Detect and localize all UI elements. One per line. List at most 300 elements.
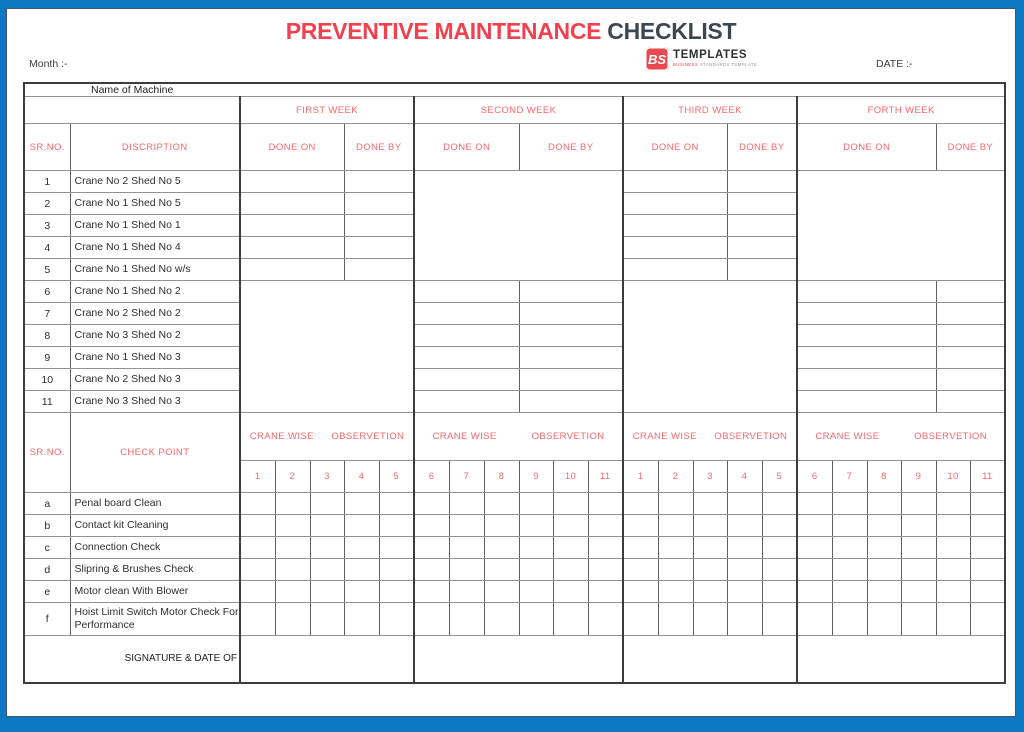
crane-number-header: 7 xyxy=(449,461,484,493)
machine-desc: Crane No 3 Shed No 2 xyxy=(70,325,240,347)
observation-cell[interactable] xyxy=(658,493,693,515)
week2-merged-cell[interactable] xyxy=(414,171,623,281)
observation-cell[interactable] xyxy=(832,537,867,559)
done-by-cell[interactable] xyxy=(344,171,414,193)
crane-number-header: 7 xyxy=(832,461,867,493)
bs-templates-logo xyxy=(645,47,757,71)
done-on-cell[interactable] xyxy=(414,303,519,325)
observation-cell[interactable] xyxy=(449,603,484,636)
observation-cell[interactable] xyxy=(344,493,379,515)
observation-cell[interactable] xyxy=(832,515,867,537)
check-point-row xyxy=(24,493,1005,515)
check-point-row xyxy=(24,581,1005,603)
check-sr: b xyxy=(24,515,70,537)
observation-cell[interactable] xyxy=(797,603,832,636)
column-header-row xyxy=(24,124,1005,171)
machine-row xyxy=(24,281,1005,303)
done-by-header: DONE BY xyxy=(344,124,414,171)
check-point-row xyxy=(24,559,1005,581)
crane-number-header: 3 xyxy=(693,461,727,493)
signature-cell[interactable] xyxy=(414,636,623,683)
done-by-cell[interactable] xyxy=(519,303,623,325)
crane-number-header: 6 xyxy=(797,461,832,493)
observation-cell[interactable] xyxy=(379,581,414,603)
observation-cell[interactable] xyxy=(588,537,623,559)
observation-cell[interactable] xyxy=(936,537,970,559)
done-by-cell[interactable] xyxy=(727,237,797,259)
done-on-cell[interactable] xyxy=(414,347,519,369)
done-by-header: DONE BY xyxy=(519,124,623,171)
observation-cell[interactable] xyxy=(936,603,970,636)
crane-wise-label: CRANE WISE xyxy=(632,431,697,442)
observation-label: OBSERVETION xyxy=(714,431,788,442)
observation-cell[interactable] xyxy=(832,581,867,603)
done-on-cell[interactable] xyxy=(414,281,519,303)
observation-cell[interactable] xyxy=(658,559,693,581)
crane-number-header: 8 xyxy=(867,461,901,493)
machine-sr: 10 xyxy=(24,369,70,391)
machine-desc: Crane No 3 Shed No 3 xyxy=(70,391,240,413)
observation-cell[interactable] xyxy=(970,559,1005,581)
done-by-cell[interactable] xyxy=(936,347,1005,369)
machine-sr: 7 xyxy=(24,303,70,325)
observation-cell[interactable] xyxy=(762,603,797,636)
observation-cell[interactable] xyxy=(970,515,1005,537)
done-by-cell[interactable] xyxy=(727,259,797,281)
observation-cell[interactable] xyxy=(867,581,901,603)
done-on-cell[interactable] xyxy=(414,369,519,391)
observation-cell[interactable] xyxy=(414,537,449,559)
observation-cell[interactable] xyxy=(970,581,1005,603)
observation-cell[interactable] xyxy=(658,603,693,636)
observation-cell[interactable] xyxy=(414,603,449,636)
observation-cell[interactable] xyxy=(762,537,797,559)
machine-sr: 11 xyxy=(24,391,70,413)
done-on-cell[interactable] xyxy=(240,259,344,281)
observation-cell[interactable] xyxy=(344,537,379,559)
done-by-cell[interactable] xyxy=(344,237,414,259)
crane-number-header: 6 xyxy=(414,461,449,493)
done-on-header: DONE ON xyxy=(797,124,936,171)
observation-cell[interactable] xyxy=(344,559,379,581)
crane-number-header: 5 xyxy=(762,461,797,493)
crane-number-header: 4 xyxy=(727,461,762,493)
observation-cell[interactable] xyxy=(693,581,727,603)
date-label: DATE :- xyxy=(876,58,913,70)
observation-cell[interactable] xyxy=(901,559,936,581)
check-sr: a xyxy=(24,493,70,515)
observation-cell[interactable] xyxy=(414,581,449,603)
maintenance-table xyxy=(23,82,1006,684)
observation-cell[interactable] xyxy=(936,515,970,537)
observation-cell[interactable] xyxy=(519,493,553,515)
observation-cell[interactable] xyxy=(901,603,936,636)
done-by-cell[interactable] xyxy=(344,259,414,281)
done-on-cell[interactable] xyxy=(797,281,936,303)
observation-cell[interactable] xyxy=(797,493,832,515)
crane-number-header: 5 xyxy=(379,461,414,493)
observation-cell[interactable] xyxy=(727,515,762,537)
observation-cell[interactable] xyxy=(901,515,936,537)
observation-cell[interactable] xyxy=(867,559,901,581)
observation-cell[interactable] xyxy=(275,493,310,515)
observation-cell[interactable] xyxy=(379,515,414,537)
observation-cell[interactable] xyxy=(379,537,414,559)
crane-observation-header xyxy=(797,413,1005,461)
observation-cell[interactable] xyxy=(240,515,275,537)
observation-cell[interactable] xyxy=(275,559,310,581)
machine-sr: 5 xyxy=(24,259,70,281)
check-sr: e xyxy=(24,581,70,603)
discription-header: DISCRIPTION xyxy=(70,124,240,171)
observation-cell[interactable] xyxy=(449,581,484,603)
observation-cell[interactable] xyxy=(727,603,762,636)
page-title xyxy=(7,18,1015,45)
check-point-header: CHECK POINT xyxy=(70,413,240,493)
week4-merged-cell[interactable] xyxy=(797,171,1005,281)
observation-cell[interactable] xyxy=(588,603,623,636)
machine-sr: 3 xyxy=(24,215,70,237)
observation-cell[interactable] xyxy=(519,515,553,537)
observation-cell[interactable] xyxy=(936,493,970,515)
observation-cell[interactable] xyxy=(553,493,588,515)
crane-number-header: 8 xyxy=(484,461,519,493)
machine-desc: Crane No 1 Shed No 4 xyxy=(70,237,240,259)
machine-sr: 9 xyxy=(24,347,70,369)
check-sr: d xyxy=(24,559,70,581)
machine-desc: Crane No 1 Shed No w/s xyxy=(70,259,240,281)
observation-cell[interactable] xyxy=(379,559,414,581)
crane-wise-label: CRANE WISE xyxy=(249,431,314,442)
crane-number-header: 11 xyxy=(588,461,623,493)
done-by-cell[interactable] xyxy=(936,369,1005,391)
maintenance-table-wrap xyxy=(23,82,1006,684)
done-on-header: DONE ON xyxy=(623,124,727,171)
done-by-cell[interactable] xyxy=(727,171,797,193)
logo-tagline-gray: STANDARDS TEMPLATE xyxy=(699,62,758,68)
done-on-cell[interactable] xyxy=(623,259,727,281)
observation-cell[interactable] xyxy=(344,603,379,636)
observation-cell[interactable] xyxy=(553,559,588,581)
observation-cell[interactable] xyxy=(762,559,797,581)
done-on-cell[interactable] xyxy=(240,171,344,193)
observation-cell[interactable] xyxy=(623,559,658,581)
done-by-cell[interactable] xyxy=(936,303,1005,325)
observation-cell[interactable] xyxy=(484,581,519,603)
check-sr-no-header: SR.NO. xyxy=(24,413,70,493)
observation-cell[interactable] xyxy=(553,603,588,636)
done-on-header: DONE ON xyxy=(240,124,344,171)
done-by-header: DONE BY xyxy=(936,124,1005,171)
check-desc: Contact kit Cleaning xyxy=(70,515,240,537)
observation-cell[interactable] xyxy=(623,493,658,515)
crane-number-header: 4 xyxy=(344,461,379,493)
observation-cell[interactable] xyxy=(797,515,832,537)
observation-cell[interactable] xyxy=(762,515,797,537)
observation-cell[interactable] xyxy=(310,493,344,515)
crane-number-header: 10 xyxy=(936,461,970,493)
observation-cell[interactable] xyxy=(867,603,901,636)
observation-cell[interactable] xyxy=(240,581,275,603)
done-by-header: DONE BY xyxy=(727,124,797,171)
observation-cell[interactable] xyxy=(310,515,344,537)
observation-cell[interactable] xyxy=(936,559,970,581)
done-on-cell[interactable] xyxy=(240,237,344,259)
observation-cell[interactable] xyxy=(310,559,344,581)
crane-wise-label: CRANE WISE xyxy=(815,431,880,442)
signature-label: SIGNATURE & DATE OF xyxy=(24,636,240,683)
signature-cell[interactable] xyxy=(240,636,414,683)
name-of-machine-row xyxy=(24,83,1005,97)
machine-row xyxy=(24,325,1005,347)
machine-sr: 6 xyxy=(24,281,70,303)
observation-cell[interactable] xyxy=(797,559,832,581)
crane-number-header: 11 xyxy=(970,461,1005,493)
signature-row xyxy=(24,636,1005,683)
machine-sr: 8 xyxy=(24,325,70,347)
observation-cell[interactable] xyxy=(379,493,414,515)
observation-label: OBSERVETION xyxy=(331,431,405,442)
crane-number-header: 9 xyxy=(901,461,936,493)
crane-number-header: 1 xyxy=(240,461,275,493)
page-title-red: PREVENTIVE MAINTENANCE xyxy=(285,18,602,44)
done-by-cell[interactable] xyxy=(727,215,797,237)
machine-row xyxy=(24,171,1005,193)
observation-cell[interactable] xyxy=(484,493,519,515)
observation-cell[interactable] xyxy=(414,493,449,515)
machine-row xyxy=(24,391,1005,413)
observation-cell[interactable] xyxy=(240,603,275,636)
observation-cell[interactable] xyxy=(797,581,832,603)
done-by-cell[interactable] xyxy=(936,281,1005,303)
observation-cell[interactable] xyxy=(449,493,484,515)
observation-cell[interactable] xyxy=(449,537,484,559)
done-on-cell[interactable] xyxy=(414,325,519,347)
observation-cell[interactable] xyxy=(727,537,762,559)
observation-cell[interactable] xyxy=(310,581,344,603)
crane-number-header: 10 xyxy=(553,461,588,493)
done-on-cell[interactable] xyxy=(623,193,727,215)
crane-number-header: 1 xyxy=(623,461,658,493)
observation-cell[interactable] xyxy=(867,537,901,559)
observation-cell[interactable] xyxy=(727,559,762,581)
observation-cell[interactable] xyxy=(588,559,623,581)
observation-cell[interactable] xyxy=(832,493,867,515)
observation-cell[interactable] xyxy=(275,603,310,636)
empty-corner-cell xyxy=(24,97,240,124)
observation-cell[interactable] xyxy=(588,493,623,515)
observation-cell[interactable] xyxy=(901,581,936,603)
observation-cell[interactable] xyxy=(693,537,727,559)
crane-observation-header xyxy=(240,413,414,461)
observation-cell[interactable] xyxy=(449,559,484,581)
observation-cell[interactable] xyxy=(832,603,867,636)
observation-cell[interactable] xyxy=(449,515,484,537)
done-by-cell[interactable] xyxy=(344,215,414,237)
done-on-cell[interactable] xyxy=(797,303,936,325)
observation-cell[interactable] xyxy=(519,581,553,603)
observation-cell[interactable] xyxy=(553,537,588,559)
machine-desc: Crane No 2 Shed No 5 xyxy=(70,171,240,193)
crane-number-header: 2 xyxy=(275,461,310,493)
observation-cell[interactable] xyxy=(867,493,901,515)
machine-sr: 4 xyxy=(24,237,70,259)
observation-cell[interactable] xyxy=(275,581,310,603)
done-by-cell[interactable] xyxy=(519,391,623,413)
done-on-cell[interactable] xyxy=(240,215,344,237)
machine-row xyxy=(24,369,1005,391)
check-desc: Motor clean With Blower xyxy=(70,581,240,603)
done-on-cell[interactable] xyxy=(797,369,936,391)
observation-cell[interactable] xyxy=(588,515,623,537)
observation-cell[interactable] xyxy=(623,515,658,537)
week-header-forth: FORTH WEEK xyxy=(797,97,1005,124)
observation-cell[interactable] xyxy=(344,581,379,603)
observation-cell[interactable] xyxy=(658,515,693,537)
observation-cell[interactable] xyxy=(310,603,344,636)
observation-cell[interactable] xyxy=(658,537,693,559)
machine-desc: Crane No 1 Shed No 2 xyxy=(70,281,240,303)
observation-cell[interactable] xyxy=(693,493,727,515)
machine-desc: Crane No 1 Shed No 1 xyxy=(70,215,240,237)
observation-cell[interactable] xyxy=(658,581,693,603)
observation-cell[interactable] xyxy=(275,537,310,559)
check-sr: f xyxy=(24,603,70,636)
machine-row xyxy=(24,303,1005,325)
observation-cell[interactable] xyxy=(344,515,379,537)
week-header-third: THIRD WEEK xyxy=(623,97,797,124)
check-desc: Hoist Limit Switch Motor Check For Performance xyxy=(70,603,240,636)
observation-cell[interactable] xyxy=(484,515,519,537)
check-point-row xyxy=(24,537,1005,559)
observation-label: OBSERVETION xyxy=(531,431,605,442)
observation-cell[interactable] xyxy=(901,493,936,515)
done-by-cell[interactable] xyxy=(344,193,414,215)
done-on-cell[interactable] xyxy=(797,347,936,369)
done-on-cell[interactable] xyxy=(240,193,344,215)
machine-desc: Crane No 1 Shed No 5 xyxy=(70,193,240,215)
observation-cell[interactable] xyxy=(275,515,310,537)
observation-cell[interactable] xyxy=(310,537,344,559)
machine-sr: 1 xyxy=(24,171,70,193)
observation-cell[interactable] xyxy=(970,603,1005,636)
page xyxy=(6,8,1016,717)
check-sr: c xyxy=(24,537,70,559)
logo-name: TEMPLATES xyxy=(673,49,748,62)
signature-cell[interactable] xyxy=(797,636,1005,683)
observation-cell[interactable] xyxy=(970,537,1005,559)
observation-cell[interactable] xyxy=(588,581,623,603)
check-point-row xyxy=(24,603,1005,636)
done-on-cell[interactable] xyxy=(623,171,727,193)
observation-cell[interactable] xyxy=(727,493,762,515)
observation-cell[interactable] xyxy=(484,537,519,559)
observation-cell[interactable] xyxy=(379,603,414,636)
crane-wise-header-row xyxy=(24,413,1005,461)
logo-tagline xyxy=(673,63,757,68)
done-by-cell[interactable] xyxy=(519,347,623,369)
observation-cell[interactable] xyxy=(553,515,588,537)
observation-cell[interactable] xyxy=(693,515,727,537)
crane-number-header: 3 xyxy=(310,461,344,493)
observation-cell[interactable] xyxy=(762,493,797,515)
signature-cell[interactable] xyxy=(623,636,797,683)
crane-observation-header xyxy=(623,413,797,461)
crane-number-header: 2 xyxy=(658,461,693,493)
observation-label: OBSERVETION xyxy=(914,431,987,442)
week-header-second: SECOND WEEK xyxy=(414,97,623,124)
observation-cell[interactable] xyxy=(240,537,275,559)
done-by-cell[interactable] xyxy=(936,391,1005,413)
machine-row xyxy=(24,347,1005,369)
observation-cell[interactable] xyxy=(240,493,275,515)
check-desc: Penal board Clean xyxy=(70,493,240,515)
week1-merged-cell[interactable] xyxy=(240,281,414,413)
done-by-cell[interactable] xyxy=(519,281,623,303)
observation-cell[interactable] xyxy=(414,559,449,581)
observation-cell[interactable] xyxy=(867,515,901,537)
done-on-header: DONE ON xyxy=(414,124,519,171)
observation-cell[interactable] xyxy=(936,581,970,603)
done-on-cell[interactable] xyxy=(797,391,936,413)
observation-cell[interactable] xyxy=(519,559,553,581)
check-point-row xyxy=(24,515,1005,537)
observation-cell[interactable] xyxy=(519,537,553,559)
observation-cell[interactable] xyxy=(970,493,1005,515)
machine-desc: Crane No 2 Shed No 3 xyxy=(70,369,240,391)
observation-cell[interactable] xyxy=(240,559,275,581)
observation-cell[interactable] xyxy=(797,537,832,559)
done-on-cell[interactable] xyxy=(797,325,936,347)
crane-observation-header xyxy=(414,413,623,461)
check-desc: Slipring & Brushes Check xyxy=(70,559,240,581)
observation-cell[interactable] xyxy=(623,603,658,636)
done-by-cell[interactable] xyxy=(727,193,797,215)
crane-number-header: 9 xyxy=(519,461,553,493)
week-header-row xyxy=(24,97,1005,124)
done-on-cell[interactable] xyxy=(623,237,727,259)
observation-cell[interactable] xyxy=(623,537,658,559)
observation-cell[interactable] xyxy=(623,581,658,603)
observation-cell[interactable] xyxy=(901,537,936,559)
week3-merged-cell[interactable] xyxy=(623,281,797,413)
sr-no-header: SR.NO. xyxy=(24,124,70,171)
machine-desc: Crane No 1 Shed No 3 xyxy=(70,347,240,369)
machine-desc: Crane No 2 Shed No 2 xyxy=(70,303,240,325)
done-by-cell[interactable] xyxy=(519,369,623,391)
machine-sr: 2 xyxy=(24,193,70,215)
observation-cell[interactable] xyxy=(553,581,588,603)
logo-text xyxy=(673,50,757,68)
observation-cell[interactable] xyxy=(693,603,727,636)
done-on-cell[interactable] xyxy=(623,215,727,237)
done-on-cell[interactable] xyxy=(414,391,519,413)
observation-cell[interactable] xyxy=(414,515,449,537)
observation-cell[interactable] xyxy=(693,559,727,581)
observation-cell[interactable] xyxy=(762,581,797,603)
observation-cell[interactable] xyxy=(727,581,762,603)
observation-cell[interactable] xyxy=(519,603,553,636)
observation-cell[interactable] xyxy=(484,603,519,636)
month-label: Month :- xyxy=(29,58,68,70)
done-by-cell[interactable] xyxy=(519,325,623,347)
name-of-machine-cell[interactable]: Name of Machine xyxy=(24,83,1005,97)
observation-cell[interactable] xyxy=(832,559,867,581)
observation-cell[interactable] xyxy=(484,559,519,581)
logo-tagline-red: BUSINESS xyxy=(673,62,699,68)
check-desc: Connection Check xyxy=(70,537,240,559)
done-by-cell[interactable] xyxy=(936,325,1005,347)
